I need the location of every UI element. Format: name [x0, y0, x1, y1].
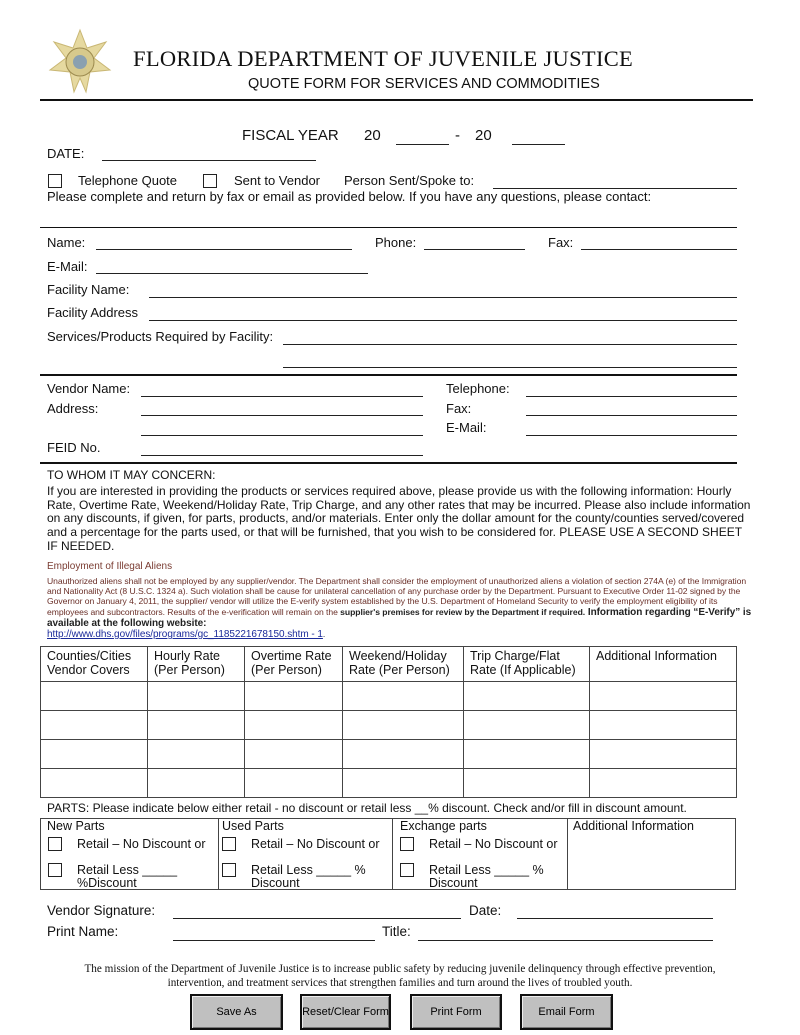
facility-name-input[interactable]	[149, 283, 737, 298]
cell[interactable]	[148, 682, 245, 711]
vendor-fax-label: Fax:	[446, 401, 472, 416]
telephone-quote-checkbox[interactable]	[48, 174, 62, 188]
everify-info: Information regarding “E-Verify” is available at the following website:	[47, 606, 752, 629]
vendor-telephone-input[interactable]	[526, 382, 737, 397]
services-label: Services/Products Required by Facility:	[47, 329, 274, 344]
table-row[interactable]	[41, 711, 737, 740]
reset-clear-form-button[interactable]: Reset/Clear Form	[300, 994, 391, 1030]
salutation: TO WHOM IT MAY CONCERN:	[47, 468, 216, 482]
exchange-parts-title: Exchange parts	[400, 819, 487, 833]
mission-statement: The mission of the Department of Juvenile Justice is to increase public safety by reducing juvenile delinquency through effective prevention, intervention, and treatment services that strengthen families and turn around the lives of troubled youth.	[84, 963, 716, 989]
header-hourly: Hourly Rate (Per Person)	[148, 647, 245, 682]
cell[interactable]	[590, 682, 737, 711]
new-parts-no-discount-label: Retail – No Discount or	[77, 837, 206, 851]
vendor-divider	[40, 374, 737, 376]
email-label: E-Mail:	[47, 259, 88, 274]
everify-link[interactable]: http://www.dhs.gov/files/programs/gc_1185221678150.shtm - 1	[47, 629, 323, 641]
header-trip: Trip Charge/Flat Rate (If Applicable)	[464, 647, 590, 682]
fiscal-year-dash: -	[455, 127, 460, 144]
cell[interactable]	[41, 769, 148, 798]
agency-seal	[46, 28, 114, 96]
aliens-heading: Employment of Illegal Aliens	[47, 561, 173, 572]
cell[interactable]	[41, 711, 148, 740]
vendor-email-label: E-Mail:	[446, 420, 487, 435]
feid-input[interactable]	[141, 441, 423, 456]
rates-table	[40, 646, 737, 798]
vendor-signature-label: Vendor Signature:	[47, 903, 156, 918]
used-parts-discount-label: Discount	[251, 876, 300, 890]
header-weekend: Weekend/Holiday Rate (Per Person)	[343, 647, 464, 682]
vendor-name-input[interactable]	[141, 382, 423, 397]
cell[interactable]	[343, 711, 464, 740]
cell[interactable]	[464, 682, 590, 711]
cell[interactable]	[148, 740, 245, 769]
cell[interactable]	[590, 740, 737, 769]
save-as-button[interactable]: Save As	[190, 994, 283, 1030]
telephone-quote-label: Telephone Quote	[78, 173, 178, 188]
link-period: .	[322, 629, 326, 640]
header-divider	[40, 99, 753, 101]
header-additional: Additional Information	[590, 647, 737, 682]
aliens-body	[47, 576, 752, 640]
cell[interactable]	[590, 711, 737, 740]
new-parts-discount-label: %Discount	[77, 876, 137, 890]
cell[interactable]	[343, 740, 464, 769]
date-input[interactable]	[102, 146, 316, 161]
fiscal-year-prefix-end: 20	[475, 127, 492, 144]
email-input[interactable]	[96, 259, 368, 274]
print-name-label: Print Name:	[47, 924, 119, 939]
used-parts-no-discount-checkbox[interactable]	[222, 837, 236, 851]
exchange-parts-no-discount-label: Retail – No Discount or	[429, 837, 558, 851]
table-row[interactable]	[41, 769, 737, 798]
exchange-parts-no-discount-checkbox[interactable]	[400, 837, 414, 851]
person-sent-label: Person Sent/Spoke to:	[344, 173, 475, 188]
vendor-name-label: Vendor Name:	[47, 381, 131, 396]
email-form-button[interactable]: Email Form	[520, 994, 613, 1030]
table-row[interactable]	[41, 682, 737, 711]
cell[interactable]	[245, 682, 343, 711]
services-input-line2[interactable]	[283, 353, 737, 368]
cell[interactable]	[343, 769, 464, 798]
fax-input[interactable]	[581, 235, 737, 250]
aliens-text: Unauthorized aliens shall not be employed by any supplier/vendor. The Department shall consider the employment of unauthorized aliens a violation of section 274A (e) of the Immigration and Nationality Act (8 U.S.C. 1324 a). Such violation shall be cause for unilateral cancellation of any purchase order by the Department. Pursuant to Executive Order 11-02 signed by the Governor on January 4, 2011, the supplier/ vendor will utilize the E-verify system established by the U.S. Department of Homeland Security to verify the employment eligibility of its employees and subcontractors. Results of the e-verification will remain on the	[47, 576, 747, 617]
page-subtitle: QUOTE FORM FOR SERVICES AND COMMODITIES	[248, 76, 600, 92]
title-label: Title:	[382, 924, 411, 939]
table-row[interactable]	[41, 740, 737, 769]
used-parts-no-discount-label: Retail – No Discount or	[251, 837, 380, 851]
print-form-button[interactable]: Print Form	[410, 994, 502, 1030]
header-overtime: Overtime Rate (Per Person)	[245, 647, 343, 682]
vendor-fax-input[interactable]	[526, 401, 737, 416]
phone-label: Phone:	[375, 235, 417, 250]
new-parts-title: New Parts	[47, 819, 105, 833]
cell[interactable]	[41, 740, 148, 769]
print-name-input[interactable]	[173, 926, 375, 941]
facility-address-label: Facility Address	[47, 305, 139, 320]
cell[interactable]	[464, 769, 590, 798]
fax-label: Fax:	[548, 235, 574, 250]
cell[interactable]	[590, 769, 737, 798]
contact-divider	[40, 227, 737, 228]
vendor-signature-input[interactable]	[173, 904, 461, 919]
vendor-address-label: Address:	[47, 401, 99, 416]
cell[interactable]	[245, 740, 343, 769]
exchange-parts-retail-less-checkbox[interactable]	[400, 863, 414, 877]
new-parts-retail-less-checkbox[interactable]	[48, 863, 62, 877]
exchange-parts-retail-less-label: Retail Less _____ %	[429, 863, 544, 877]
vendor-email-input[interactable]	[526, 421, 737, 436]
facility-name-label: Facility Name:	[47, 282, 130, 297]
signature-date-input[interactable]	[517, 904, 713, 919]
used-parts-retail-less-checkbox[interactable]	[222, 863, 236, 877]
used-parts-retail-less-label: Retail Less _____ %	[251, 863, 366, 877]
cell[interactable]	[148, 769, 245, 798]
vendor-address-input-line2[interactable]	[141, 421, 423, 436]
name-label: Name:	[47, 235, 86, 250]
vendor-telephone-label: Telephone:	[446, 381, 510, 396]
page-title: FLORIDA DEPARTMENT OF JUVENILE JUSTICE	[133, 46, 634, 71]
new-parts-no-discount-checkbox[interactable]	[48, 837, 62, 851]
parts-additional-info-label: Additional Information	[573, 819, 694, 833]
parts-col-divider	[218, 818, 219, 890]
person-sent-input[interactable]	[493, 174, 737, 189]
letter-body: If you are interested in providing the products or services required above, please provide us with the following information: Hourly Rate, Overtime Rate, Weekend/Holiday Rate, Trip Charge, and any other rates that may be incurred. Please also include information on any discounts, if given, for parts, products, and/or materials. Enter only the dollar amount for the county/counties served/covered and a percentage for the parts used, or that will be furnished, that you wish to be considered for. PLEASE USE A SECOND SHEET IF NEEDED.	[47, 484, 751, 553]
parts-col-divider	[567, 818, 568, 890]
aliens-bold-text: supplier's premises for review by the Department if required.	[340, 606, 586, 617]
cell[interactable]	[41, 682, 148, 711]
title-input[interactable]	[418, 926, 713, 941]
cell[interactable]	[245, 769, 343, 798]
fiscal-year-label: FISCAL YEAR	[242, 127, 339, 144]
header-counties: Counties/Cities Vendor Covers	[41, 647, 148, 682]
facility-address-input[interactable]	[149, 306, 737, 321]
date-label: DATE:	[47, 146, 85, 161]
name-input[interactable]	[96, 235, 352, 250]
instructions-text: Please complete and return by fax or email as provided below. If you have any questions, please contact:	[47, 189, 652, 204]
fiscal-year-end-input[interactable]	[512, 130, 565, 145]
signature-date-label: Date:	[469, 903, 502, 918]
cell[interactable]	[464, 740, 590, 769]
parts-instruction: PARTS: Please indicate below either retail - no discount or retail less __% discount. Check and/or fill in discount amount.	[47, 801, 687, 815]
used-parts-title: Used Parts	[222, 819, 284, 833]
vendor-address-input-line1[interactable]	[141, 401, 423, 416]
sent-to-vendor-label: Sent to Vendor	[234, 173, 321, 188]
letter-divider	[40, 462, 737, 464]
exchange-parts-discount-label: Discount	[429, 876, 478, 890]
feid-label: FEID No.	[47, 440, 101, 455]
new-parts-retail-less-label: Retail Less _____	[77, 863, 178, 877]
cell[interactable]	[343, 682, 464, 711]
cell[interactable]	[245, 711, 343, 740]
sent-to-vendor-checkbox[interactable]	[203, 174, 217, 188]
cell[interactable]	[464, 711, 590, 740]
services-input-line1[interactable]	[283, 330, 737, 345]
fiscal-year-prefix-start: 20	[364, 127, 381, 144]
parts-col-divider	[392, 818, 393, 890]
phone-input[interactable]	[424, 235, 525, 250]
table-header-row	[41, 647, 737, 682]
fiscal-year-start-input[interactable]	[396, 130, 449, 145]
cell[interactable]	[148, 711, 245, 740]
